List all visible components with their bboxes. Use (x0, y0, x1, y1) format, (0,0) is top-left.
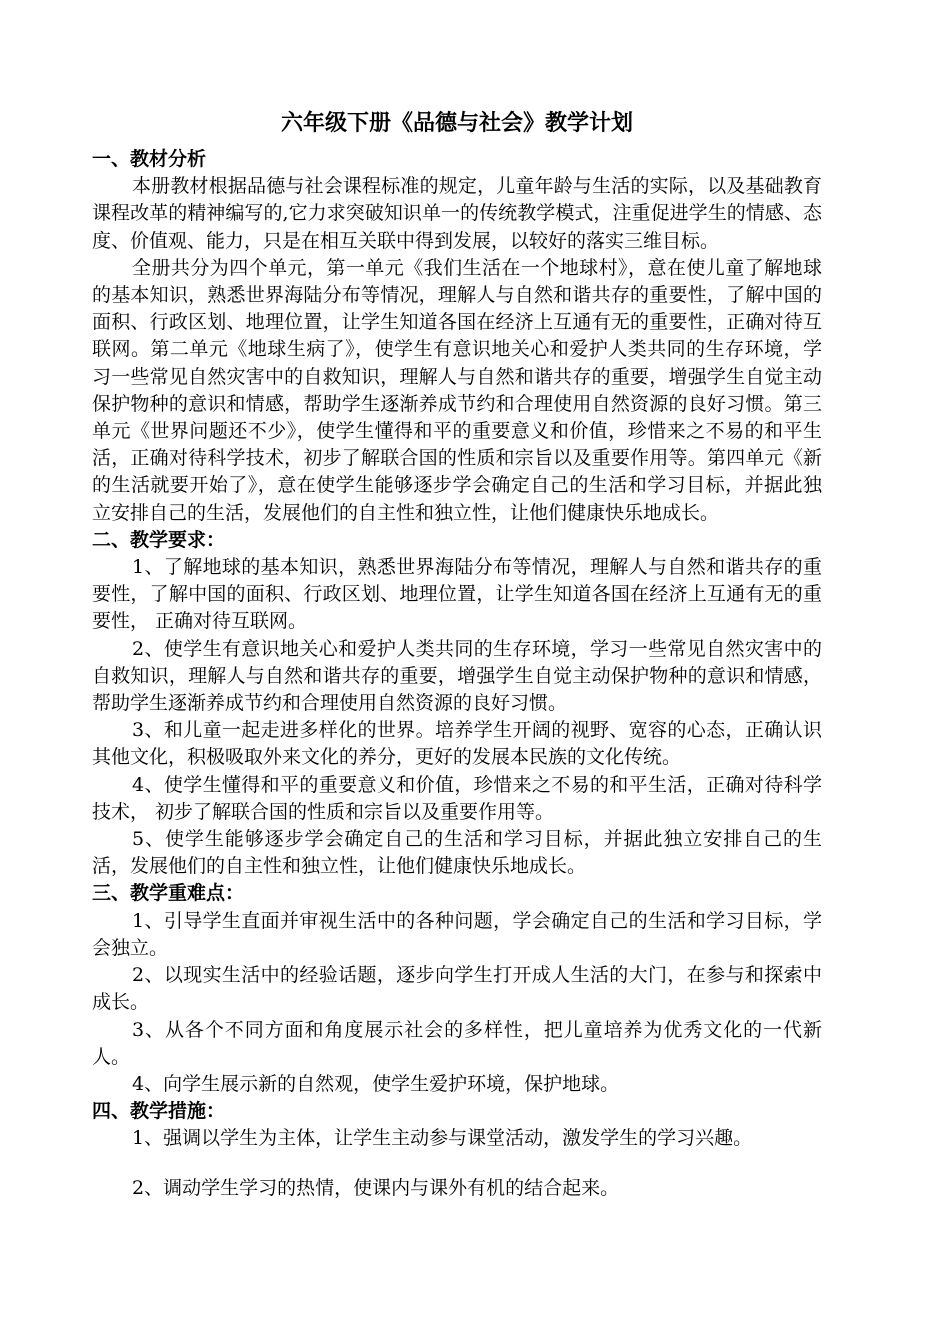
section-teaching-measures (92, 1098, 822, 1202)
paragraph: 1、引导学生直面并审视生活中的各种问题，学会确定自己的生活和学习目标，学会独立。 (92, 909, 822, 959)
section-heading: 二、教学要求： (92, 528, 226, 551)
document-page (92, 108, 822, 1202)
document-title: 六年级下册《品德与社会》教学计划 (280, 110, 633, 136)
paragraph: 4、向学生展示新的自然观，使学生爱护环境，保护地球。 (132, 1072, 620, 1095)
section-key-difficulties (92, 880, 822, 1098)
paragraph: 4、使学生懂得和平的重要意义和价值，珍惜来之不易的和平生活，正确对待科学技术， 初步了解联合国的性质和宗旨以及重要作用等。 (92, 773, 822, 823)
section-heading: 三、教学重难点： (92, 882, 245, 905)
paragraph: 1、了解地球的基本知识，熟悉世界海陆分布等情况，理解人与自然和谐共存的重要性，了解中国的面积、行政区划、地理位置，让学生知道各国在经济上互通有无的重要性， 正确对待互联网。 (92, 556, 822, 633)
paragraph: 1、强调以学生为主体，让学生主动参与课堂活动，激发学生的学习兴趣。 (132, 1127, 753, 1150)
paragraph: 全册共分为四个单元，第一单元《我们生活在一个地球村》，意在使儿童了解地球的基本知识，熟悉世界海陆分布等情况，理解人与自然和谐共存的重要性，了解中国的面积、行政区划、地理位置，让学生知道各国在经济上互通有无的重要性，正确对待互联网。第二单元《地球生病了》，使学生有意识地关心和爱护人类共同的生存环境，学习一些常见自然灾害中的自救知识，理解人与自然和谐共存的重要，增强学生自觉主动保护物种的意识和情感，帮助学生逐渐养成节约和合理使用自然资源的良好习惯。第三单元《世界问题还不少》，使学生懂得和平的重要意义和价值，珍惜来之不易的和平生活，正确对待科学技术，初步了解联合国的性质和宗旨以及重要作用等。第四单元《新的生活就要开始了》，意在使学生能够逐步学会确定自己的生活和学习目标，并据此独立安排自己的生活，发展他们的自主性和独立性，让他们健康快乐地成长。 (92, 256, 822, 524)
paragraph: 2、调动学生学习的热情，使课内与课外有机的结合起来。 (132, 1176, 620, 1199)
section-heading: 四、教学措施： (92, 1100, 226, 1123)
paragraph: 3、和儿童一起走进多样化的世界。培养学生开阔的视野、宽容的心态，正确认识其他文化，积极吸取外来文化的养分，更好的发展本民族的文化传统。 (92, 719, 822, 769)
section-teaching-requirements (92, 527, 822, 881)
paragraph: 5、使学生能够逐步学会确定自己的生活和学习目标，并据此独立安排自己的生活，发展他们的自主性和独立性，让他们健康快乐地成长。 (92, 828, 822, 878)
paragraph: 2、以现实生活中的经验话题，逐步向学生打开成人生活的大门，在参与和探索中成长。 (92, 964, 822, 1014)
section-heading: 一、教材分析 (92, 148, 207, 170)
paragraph: 本册教材根据品德与社会课程标准的规定，儿童年龄与生活的实际，以及基础教育课程改革的精神编写的,它力求突破知识单一的传统教学模式，注重促进学生的情感、态度、价值观、能力，只是在相互关联中得到发展，以较好的落实三维目标。 (92, 175, 822, 252)
section-textbook-analysis (92, 146, 822, 527)
paragraph: 2、使学生有意识地关心和爱护人类共同的生存环境，学习一些常见自然灾害中的自救知识，理解人与自然和谐共存的重要，增强学生自觉主动保护物种的意识和情感， 帮助学生逐渐养成节约和合理使用自然资源的良好习惯。 (92, 637, 822, 715)
paragraph: 3、从各个不同方面和角度展示社会的多样性，把儿童培养为优秀文化的一代新人。 (92, 1018, 822, 1068)
